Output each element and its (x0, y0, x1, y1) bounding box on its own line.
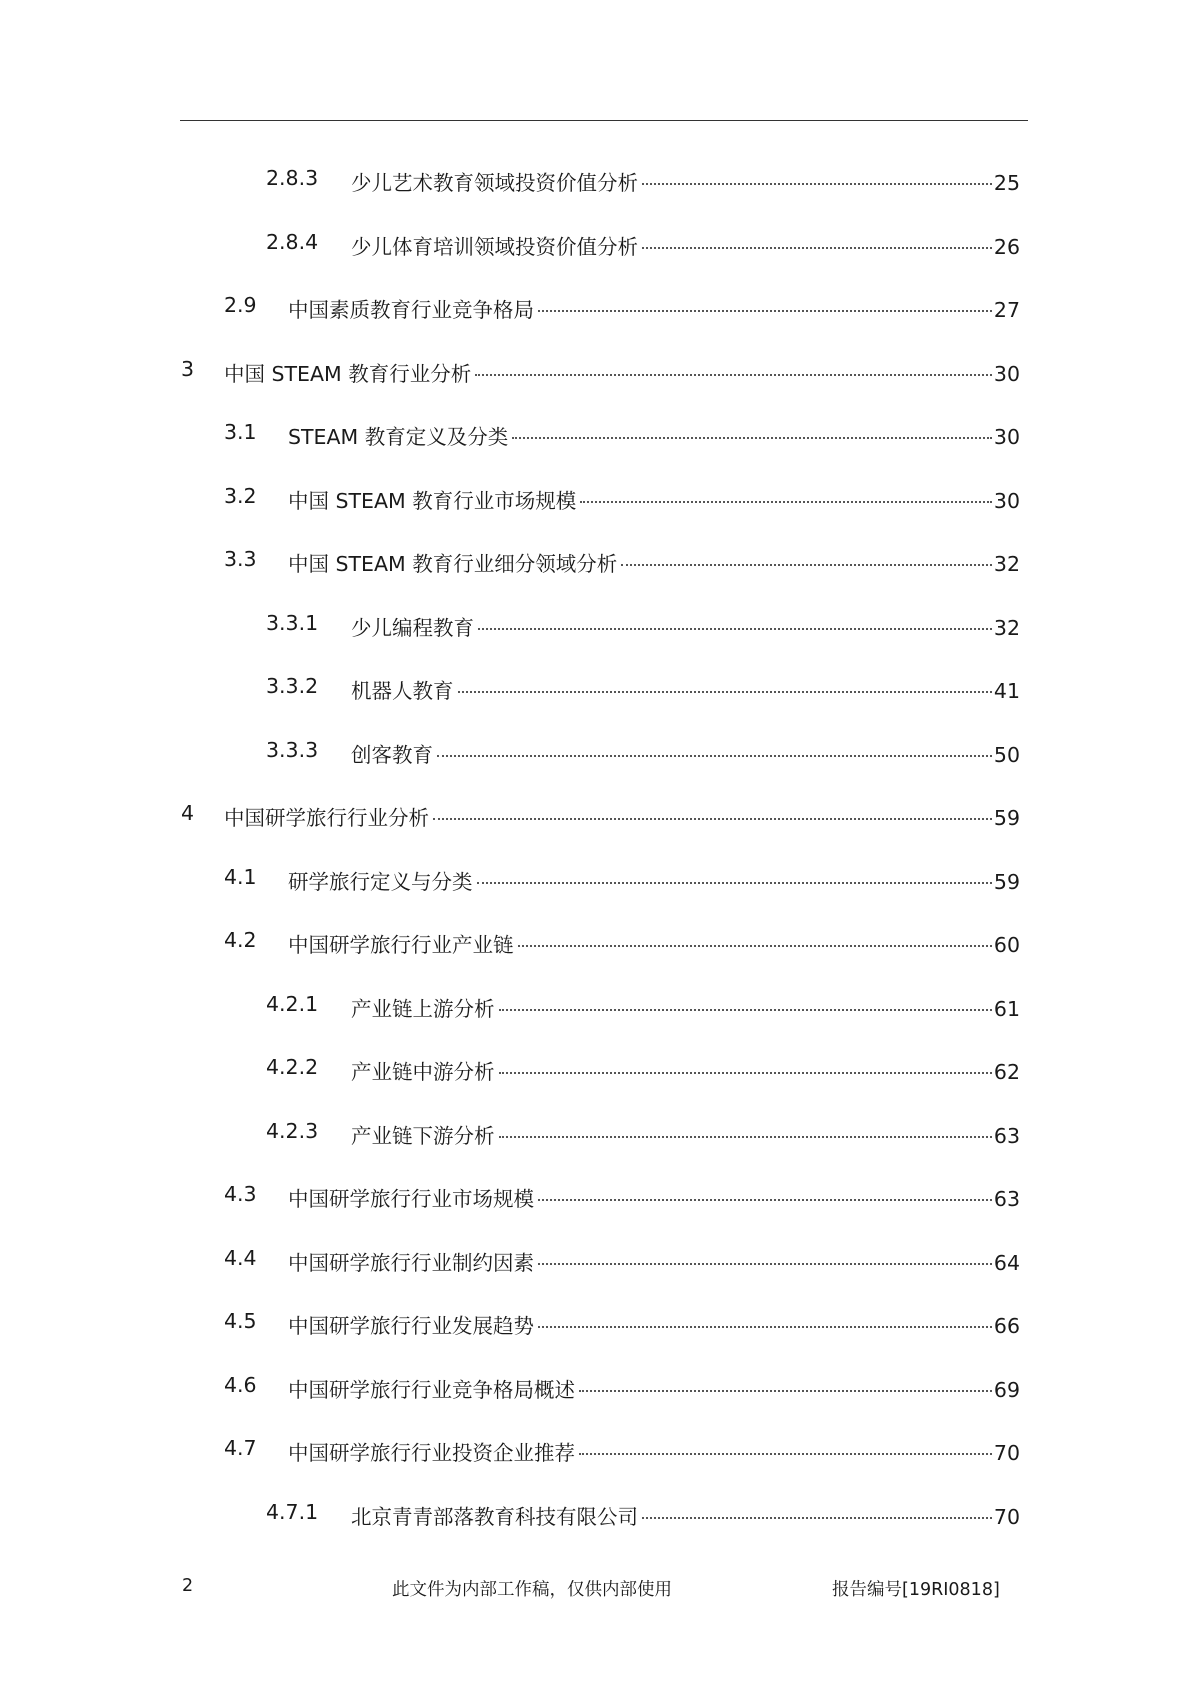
toc-entry-number: 3.3.3 (266, 737, 319, 762)
toc-entry-number: 2.9 (224, 293, 257, 317)
dot-leader (642, 183, 992, 185)
toc-entry-title: 中国研学旅行行业产业链 (288, 933, 514, 957)
toc-entry-page: 27 (993, 298, 1020, 322)
dot-leader (579, 1390, 992, 1392)
dot-leader (538, 1263, 992, 1265)
dot-leader (642, 1517, 992, 1519)
toc-entry[interactable] (0, 222, 1200, 262)
toc-entry-page: 60 (993, 933, 1020, 957)
toc-entry-page: 63 (993, 1123, 1020, 1148)
toc-entry-title: 中国素质教育行业竞争格局 (288, 298, 534, 322)
toc-entry-number: 3.2 (224, 483, 257, 508)
toc-entry-title: STEAM 教育定义及分类 (288, 425, 509, 449)
toc-entry-title: 中国研学旅行行业分析 (224, 806, 429, 830)
dot-leader (538, 310, 992, 312)
toc-entry-number: 4.7 (224, 1436, 257, 1460)
toc-entry[interactable] (0, 539, 1200, 579)
toc-entry[interactable] (0, 1428, 1200, 1468)
dot-leader (475, 374, 992, 376)
dot-leader (580, 501, 992, 503)
toc-entry[interactable] (0, 1492, 1200, 1532)
page-footer (0, 1576, 1200, 1606)
toc-entry-page: 59 (993, 806, 1020, 830)
confidentiality-notice: 此文件为内部工作稿，仅供内部使用 (392, 1580, 672, 1600)
toc-entry-page: 70 (993, 1504, 1020, 1529)
toc-entry[interactable] (0, 1047, 1200, 1087)
toc-entry[interactable] (0, 1238, 1200, 1278)
toc-entry-title: 中国 STEAM 教育行业市场规模 (288, 488, 577, 513)
toc-entry[interactable] (0, 1174, 1200, 1214)
toc-entry-title: 中国研学旅行行业竞争格局概述 (288, 1377, 575, 1402)
toc-entry-title: 少儿体育培训领域投资价值分析 (351, 234, 638, 259)
toc-entry-number: 4.2.1 (266, 991, 319, 1016)
toc-entry-number: 2.8.4 (266, 229, 319, 254)
toc-entry[interactable] (0, 603, 1200, 643)
toc-entry-number: 4 (181, 801, 195, 825)
toc-entry-title: 产业链中游分析 (351, 1060, 495, 1084)
toc-entry[interactable] (0, 730, 1200, 770)
toc-entry-page: 32 (993, 615, 1020, 640)
toc-entry-number: 3 (181, 356, 195, 381)
toc-entry-title: 研学旅行定义与分类 (288, 869, 473, 894)
toc-entry-title: 中国研学旅行行业发展趋势 (288, 1314, 534, 1338)
toc-entry[interactable] (0, 666, 1200, 706)
toc-entry[interactable] (0, 920, 1200, 960)
toc-entry-page: 62 (993, 1060, 1020, 1084)
toc-entry-page: 61 (993, 996, 1020, 1021)
toc-entry-title: 少儿艺术教育领域投资价值分析 (351, 171, 638, 195)
dot-leader (437, 755, 992, 757)
toc-entry-number: 2.8.3 (266, 166, 319, 190)
dot-leader (579, 1453, 992, 1455)
toc-entry-page: 69 (993, 1377, 1020, 1402)
toc-entry-page: 26 (993, 234, 1020, 259)
toc-entry-page: 32 (993, 552, 1020, 576)
toc-entry-page: 66 (993, 1314, 1020, 1338)
toc-entry-title: 产业链下游分析 (351, 1123, 495, 1148)
toc-entry-title: 少儿编程教育 (351, 615, 474, 640)
toc-entry-title: 中国研学旅行行业市场规模 (288, 1187, 534, 1211)
toc-entry-page: 64 (993, 1250, 1020, 1275)
toc-entry[interactable] (0, 1111, 1200, 1151)
toc-entry-page: 50 (993, 742, 1020, 767)
toc-entry-title: 中国 STEAM 教育行业细分领域分析 (288, 552, 618, 576)
report-number: 报告编号[19RI0818] (832, 1580, 1000, 1600)
dot-leader (499, 1072, 992, 1074)
toc-entry-number: 3.1 (224, 420, 257, 444)
dot-leader (458, 691, 992, 693)
toc-entry-title: 产业链上游分析 (351, 996, 495, 1021)
toc-entry-number: 4.1 (224, 864, 257, 889)
toc-entry-page: 63 (993, 1187, 1020, 1211)
toc-entry-number: 4.6 (224, 1372, 257, 1397)
toc-entry-number: 3.3.2 (266, 674, 319, 698)
toc-entry[interactable] (0, 158, 1200, 198)
toc-entry[interactable] (0, 1301, 1200, 1341)
toc-entry[interactable] (0, 349, 1200, 389)
toc-entry-page: 30 (993, 425, 1020, 449)
toc-entry-page: 70 (993, 1441, 1020, 1465)
toc-entry-number: 4.7.1 (266, 1499, 319, 1524)
toc-entry-title: 创客教育 (351, 742, 433, 767)
toc-entry[interactable] (0, 285, 1200, 325)
toc-entry-page: 25 (993, 171, 1020, 195)
toc-entry-title: 中国研学旅行行业投资企业推荐 (288, 1441, 575, 1465)
toc-entry-page: 30 (993, 361, 1020, 386)
dot-leader (499, 1009, 992, 1011)
toc-entry-number: 4.2 (224, 928, 257, 952)
toc-entry-number: 4.3 (224, 1182, 257, 1206)
dot-leader (499, 1136, 992, 1138)
dot-leader (518, 945, 992, 947)
dot-leader (433, 818, 992, 820)
toc-entry-title: 中国 STEAM 教育行业分析 (224, 361, 472, 386)
toc-entry-number: 3.3 (224, 547, 257, 571)
toc-entry[interactable] (0, 857, 1200, 897)
dot-leader (538, 1326, 992, 1328)
dot-leader (642, 247, 992, 249)
toc-entry-number: 4.5 (224, 1309, 257, 1333)
dot-leader (478, 628, 992, 630)
dot-leader (538, 1199, 992, 1201)
dot-leader (477, 882, 992, 884)
toc-entry-page: 30 (993, 488, 1020, 513)
toc-entry-number: 4.4 (224, 1245, 257, 1270)
toc-entry-page: 41 (993, 679, 1020, 703)
toc-entry-title: 中国研学旅行行业制约因素 (288, 1250, 534, 1275)
toc-entry-number: 4.2.2 (266, 1055, 319, 1079)
toc-entry-number: 4.2.3 (266, 1118, 319, 1143)
dot-leader (621, 564, 992, 566)
toc-entry[interactable] (0, 412, 1200, 452)
dot-leader (512, 437, 992, 439)
toc-entry[interactable] (0, 476, 1200, 516)
toc-entry-page: 59 (993, 869, 1020, 894)
toc-entry[interactable] (0, 1365, 1200, 1405)
toc-entry[interactable] (0, 793, 1200, 833)
toc-entry-number: 3.3.1 (266, 610, 319, 635)
toc-entry[interactable] (0, 984, 1200, 1024)
toc-entry-title: 北京青青部落教育科技有限公司 (351, 1504, 638, 1529)
page-number: 2 (182, 1576, 194, 1596)
toc-entry-title: 机器人教育 (351, 679, 454, 703)
